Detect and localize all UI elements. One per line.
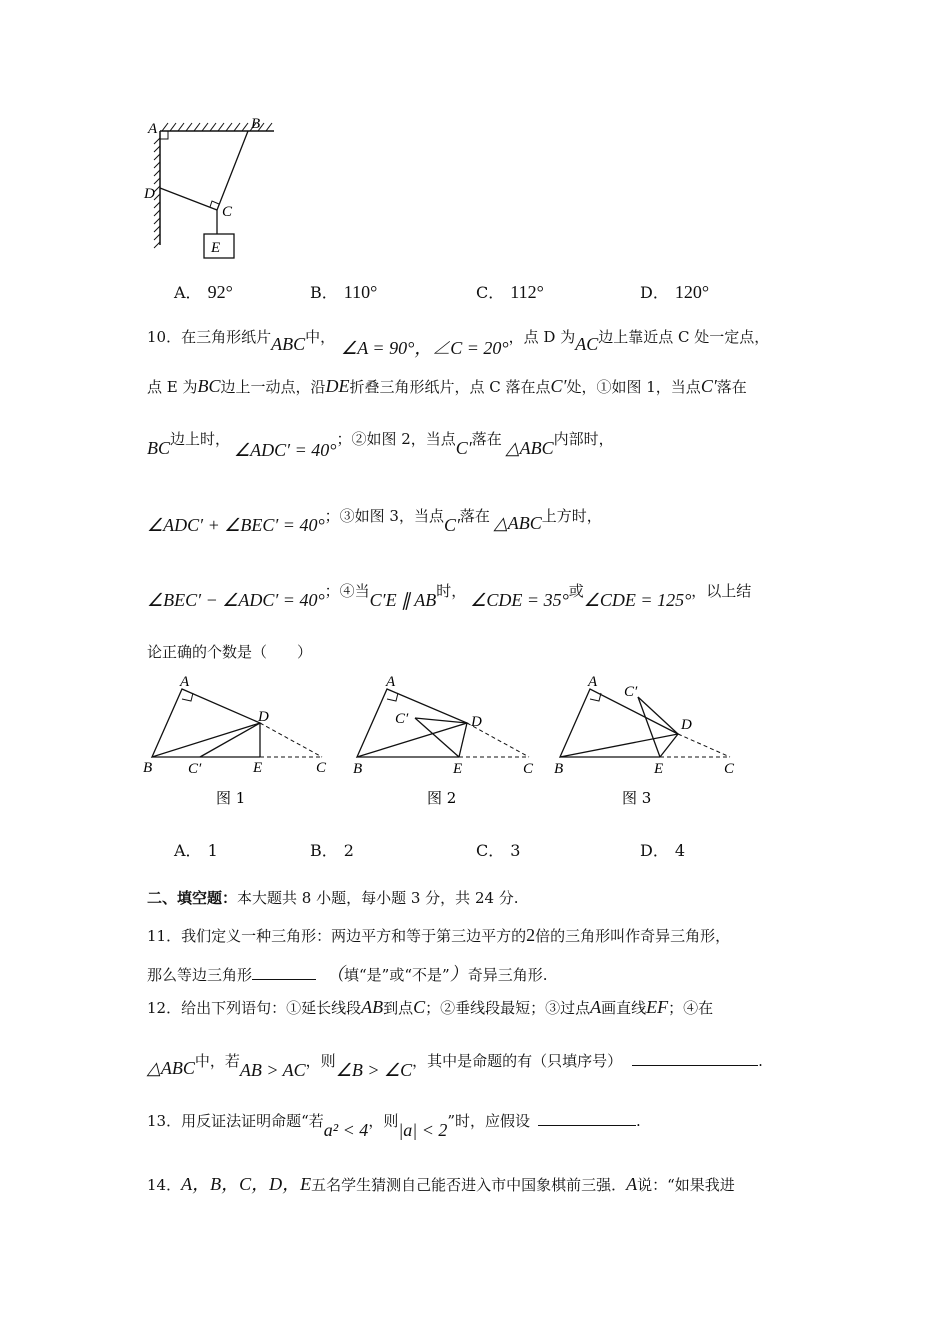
q10-figure-1	[140, 672, 340, 812]
q10-option-a[interactable]: A． 1	[174, 841, 218, 860]
q9-option-a[interactable]: A． 92°	[174, 282, 233, 302]
fig2-caption: 图 2	[427, 789, 457, 807]
fig1-label-cprime: C′	[188, 761, 202, 777]
fig3-label-c: C	[724, 761, 735, 777]
q9-option-c[interactable]: C． 112°	[476, 282, 544, 302]
q9-label-d: D	[144, 186, 155, 202]
q12-answer-blank[interactable]	[632, 1051, 758, 1066]
fig1-label-d: D	[258, 709, 269, 725]
q13-answer-blank[interactable]	[538, 1111, 636, 1126]
fig3-label-a: A	[588, 674, 598, 690]
q10-figure-3	[550, 672, 750, 812]
q9-label-b: B	[251, 116, 261, 132]
q9-option-b[interactable]: B． 110°	[310, 282, 378, 302]
q10-line-5: ∠BEC′ − ∠ADC′ = 40°；④当C′E ∥ AB时， ∠CDE = 35°或∠CDE = 125°，以上结	[147, 582, 752, 610]
fig2-label-b: B	[353, 761, 363, 777]
fig1-label-b: B	[143, 760, 153, 776]
q10-line-4: ∠ADC′ + ∠BEC′ = 40°；③如图 3，当点C′落在 △ABC上方时，	[147, 507, 602, 535]
fig1-label-a: A	[180, 674, 190, 690]
q11-line-1: 11．我们定义一种三角形：两边平方和等于第三边平方的2倍的三角形叫作奇异三角形，	[147, 925, 731, 945]
fig1-label-c: C	[316, 760, 327, 776]
section-2-heading: 二、填空题：本大题共 8 小题，每小题 3 分，共 24 分.	[147, 889, 519, 907]
q9-figure	[138, 112, 283, 267]
q10-line-3: BC边上时，∠ADC′ = 40°；②如图 2，当点C′落在 △ABC内部时，	[147, 430, 614, 460]
fig3-label-e: E	[654, 761, 664, 777]
fig3-caption: 图 3	[622, 789, 652, 807]
fig2-label-c: C	[523, 761, 534, 777]
q10-line-2: 点 E 为BC边上一动点，沿DE折叠三角形纸片，点 C 落在点C′处，①如图 1，当点C′落在	[147, 376, 747, 396]
q10-option-b[interactable]: B． 2	[310, 841, 354, 860]
fig3-label-cprime: C′	[624, 684, 638, 700]
q9-label-a: A	[148, 121, 158, 137]
fig3-label-d: D	[681, 717, 692, 733]
fig2-label-d: D	[471, 714, 482, 730]
q10-option-d[interactable]: D． 4	[640, 841, 686, 860]
fig1-label-e: E	[253, 760, 263, 776]
q10-line-1: 10．在三角形纸片ABC中，∠A = 90°，∠C = 20°，点 D 为AC边上靠近点 C 处一定点，	[147, 328, 770, 358]
fig2-label-a: A	[386, 674, 396, 690]
q13-line: 13．用反证法证明命题“若a² < 4，则|a| < 2”时，应假设 .	[147, 1112, 641, 1140]
q9-option-d[interactable]: D． 120°	[640, 282, 710, 302]
fig3-label-b: B	[554, 761, 564, 777]
q12-line-2: △ABC中，若AB > AC，则∠B > ∠C，其中是命题的有（只填序号） .	[147, 1052, 763, 1080]
q9-label-e: E	[211, 240, 221, 256]
q12-line-1: 12．给出下列语句：①延长线段AB到点C；②垂线段最短；③过点A画直线EF；④在	[147, 997, 714, 1017]
q10-option-c[interactable]: C． 3	[476, 841, 521, 860]
q11-answer-blank[interactable]	[252, 965, 316, 980]
q10-line-6: 论正确的个数是（ ）	[147, 643, 313, 661]
q11-line-2: 那么等边三角形 （填“是”或“不是”）奇异三角形.	[147, 964, 548, 984]
fig1-caption: 图 1	[216, 789, 246, 807]
q9-label-c: C	[222, 204, 233, 220]
q14-line: 14．A，B，C，D，E五名学生猜测自己能否进入市中国象棋前三强．A说：“如果我进	[147, 1174, 735, 1194]
q10-figure-2	[345, 672, 545, 812]
fig2-label-e: E	[453, 761, 463, 777]
fig2-label-cprime: C′	[395, 711, 409, 727]
